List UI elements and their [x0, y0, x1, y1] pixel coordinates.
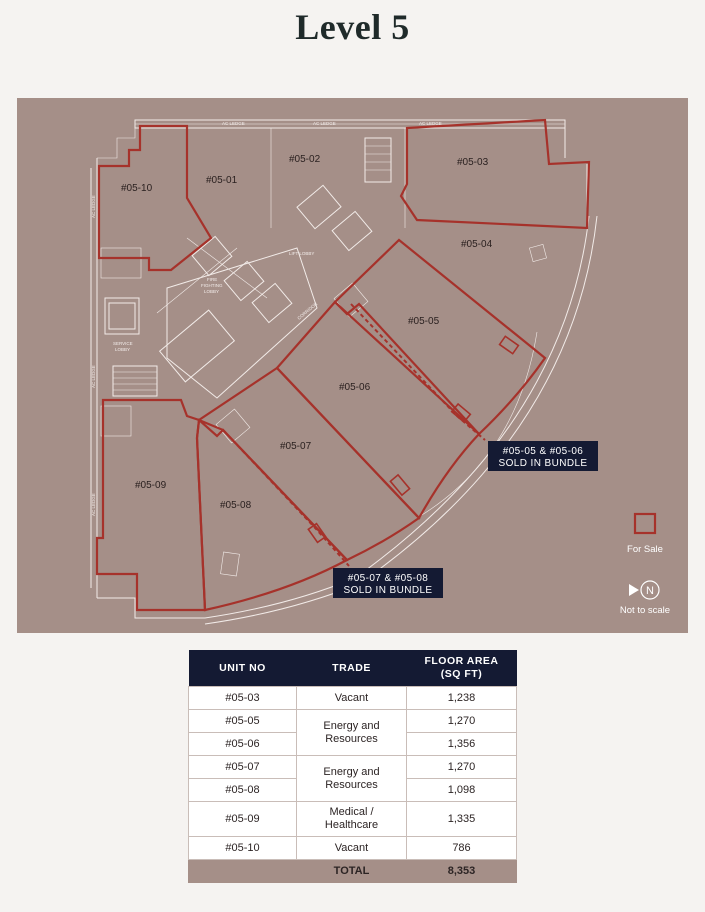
- building-outline: [91, 120, 597, 624]
- callout-line: #05-05 & #05-06: [502, 446, 584, 457]
- unit-outline-0509: [97, 400, 205, 610]
- trade-line: Resources: [325, 778, 378, 791]
- corridor-label: CORRIDOR: [296, 301, 319, 321]
- unit-label-0508: #05-08: [220, 500, 252, 511]
- cell-trade: Vacant: [297, 687, 407, 710]
- cell-unit: #05-08: [189, 779, 297, 802]
- cell-trade: Vacant: [297, 837, 407, 860]
- service-lobby-label: LOBBY: [115, 347, 131, 352]
- cell-area: 1,270: [407, 710, 517, 733]
- unit-label-0510: #05-10: [121, 183, 153, 194]
- unit-outline-0508: [197, 420, 347, 610]
- table-row: [189, 687, 517, 710]
- callout-line: SOLD IN BUNDLE: [498, 458, 588, 469]
- fire-fighting-lobby-label: FIRE: [207, 277, 218, 282]
- unit-outline-0506: [277, 302, 479, 518]
- not-to-scale-label: Not to scale: [619, 605, 671, 616]
- cell-unit: #05-07: [189, 756, 297, 779]
- floor-plan-drawing: [17, 98, 688, 633]
- cell-trade: [297, 756, 407, 802]
- cell-area: 1,356: [407, 733, 517, 756]
- unit-label-0503: #05-03: [457, 157, 489, 168]
- cell-unit: #05-06: [189, 733, 297, 756]
- fire-fighting-lobby-label: FIGHTING: [201, 283, 223, 288]
- total-area: 8,353: [407, 860, 517, 883]
- bundle-callout-0507-0508: [333, 568, 443, 598]
- callout-line: SOLD IN BUNDLE: [343, 585, 433, 596]
- unit-outline-0510: [99, 126, 211, 270]
- cell-area: 1,098: [407, 779, 517, 802]
- unit-label-0507: #05-07: [280, 441, 312, 452]
- table-row: [189, 837, 517, 860]
- header-trade: TRADE: [297, 650, 407, 687]
- ac-ledge-label: AC LEDGE: [91, 195, 96, 218]
- cell-trade: [297, 710, 407, 756]
- cell-area: 1,335: [407, 802, 517, 837]
- legend: [620, 514, 670, 616]
- trade-line: Energy and: [323, 765, 380, 778]
- for-sale-legend-swatch: [635, 514, 655, 533]
- for-sale-legend-label: For Sale: [627, 544, 663, 555]
- table-total-row: [189, 860, 517, 883]
- unit-outline-0505: [335, 240, 545, 434]
- trade-line: Resources: [325, 732, 378, 745]
- unit-table: [188, 650, 517, 883]
- header-floor-area-line2: (SQ FT): [440, 668, 483, 680]
- cell-area: 1,238: [407, 687, 517, 710]
- ac-ledge-label: AC LEDGE: [222, 121, 245, 126]
- unit-label-0501: #05-01: [206, 175, 238, 186]
- trade-line: Medical /: [329, 806, 374, 818]
- cell-unit: #05-05: [189, 710, 297, 733]
- header-floor-area-line1: FLOOR AREA: [424, 655, 499, 667]
- header-floor-area: [407, 650, 517, 687]
- total-spacer: [189, 860, 297, 883]
- table-row: [189, 802, 517, 837]
- lift-lobby-label: LIFT LOBBY: [289, 251, 315, 256]
- cell-unit: #05-03: [189, 687, 297, 710]
- unit-outline-0503: [401, 120, 589, 228]
- header-unit-no: UNIT NO: [189, 650, 297, 687]
- callout-line: #05-07 & #05-08: [347, 573, 429, 584]
- cell-unit: #05-09: [189, 802, 297, 837]
- total-label: TOTAL: [297, 860, 407, 883]
- table-row: [189, 710, 517, 733]
- north-arrow-icon: [629, 581, 659, 599]
- page-title: Level 5: [295, 7, 410, 47]
- cell-unit: #05-10: [189, 837, 297, 860]
- north-label: N: [646, 585, 654, 597]
- cell-trade: [297, 802, 407, 837]
- ac-ledge-label: AC LEDGE: [313, 121, 336, 126]
- cell-area: 1,270: [407, 756, 517, 779]
- table-header-row: [189, 650, 517, 687]
- ac-ledge-label: AC LEDGE: [91, 493, 96, 516]
- unit-label-0505: #05-05: [408, 316, 440, 327]
- service-lobby-label: SERVICE: [113, 341, 133, 346]
- unit-label-0506: #05-06: [339, 382, 371, 393]
- unit-label-0502: #05-02: [289, 154, 321, 165]
- ac-ledge-label: AC LEDGE: [91, 365, 96, 388]
- cell-area: 786: [407, 837, 517, 860]
- unit-label-0504: #05-04: [461, 239, 493, 250]
- floor-plan: [17, 98, 688, 633]
- bundle-callout-0505-0506: [488, 441, 598, 471]
- ac-ledge-label: AC LEDGE: [419, 121, 442, 126]
- table-row: [189, 756, 517, 779]
- unit-label-0509: #05-09: [135, 480, 167, 491]
- trade-line: Healthcare: [324, 819, 379, 831]
- fire-fighting-lobby-label: LOBBY: [204, 289, 220, 294]
- trade-line: Energy and: [323, 719, 380, 732]
